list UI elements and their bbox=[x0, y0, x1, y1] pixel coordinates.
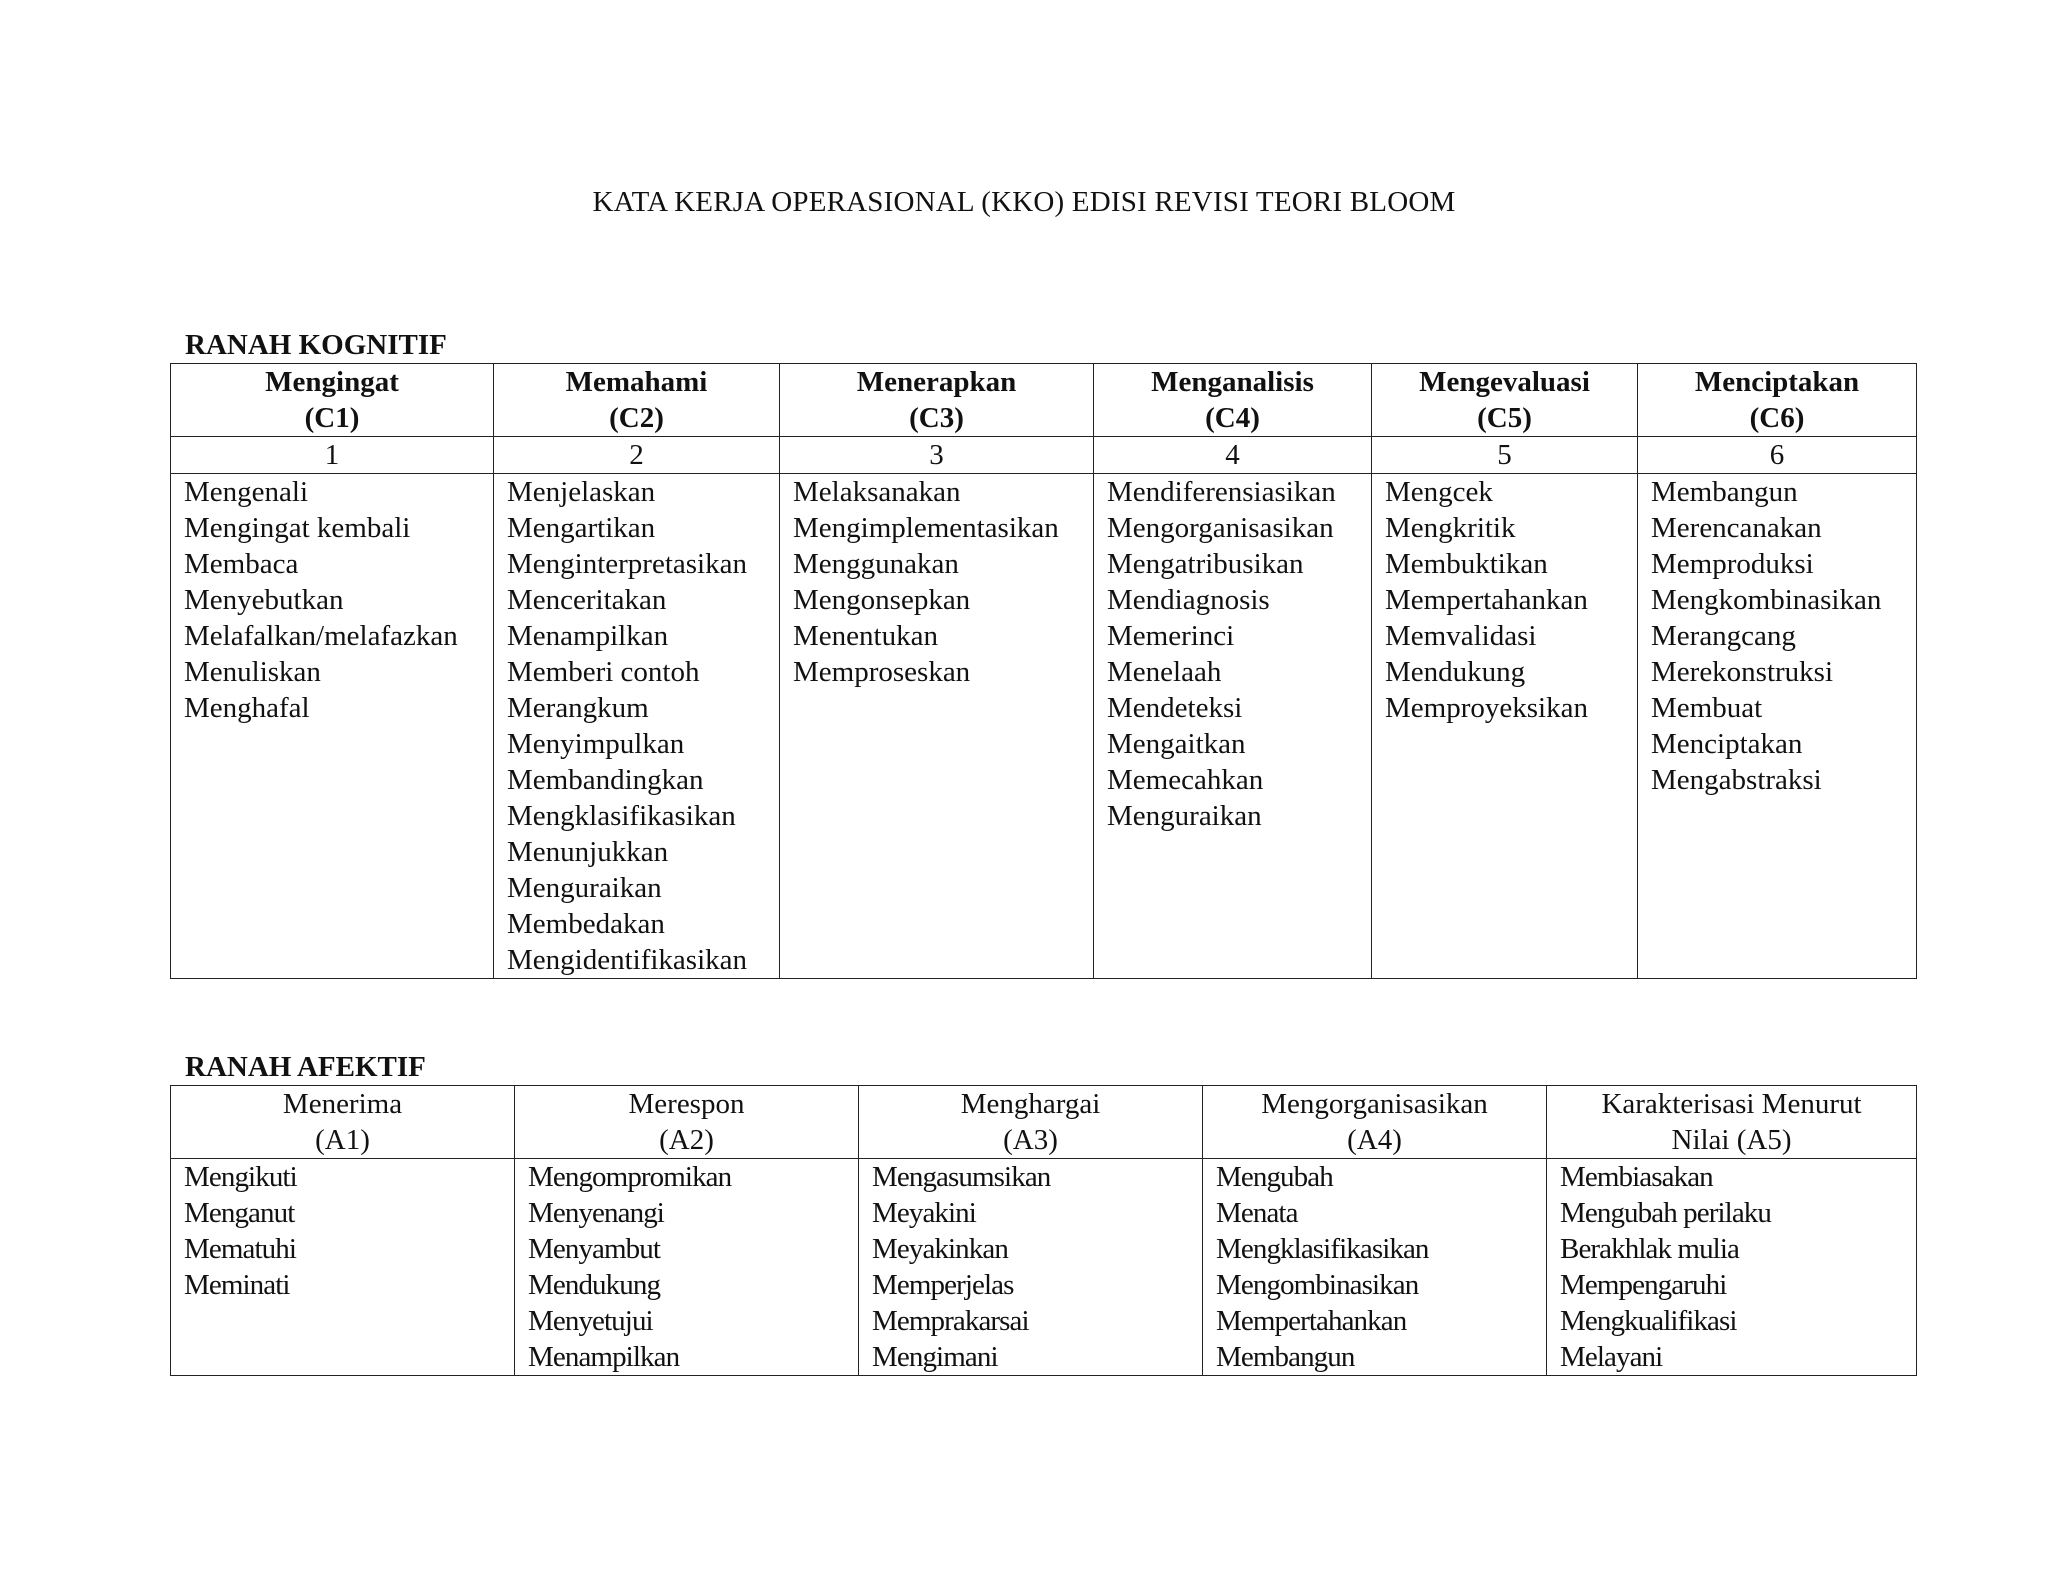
verb-item: Mengidentifikasikan bbox=[507, 944, 748, 976]
verb-item: Memproduksi bbox=[1651, 548, 1814, 580]
verb-item: Melafalkan/melafazkan bbox=[184, 620, 458, 652]
verb-item: Mengimplementasikan bbox=[793, 512, 1059, 544]
verb-list-a2 bbox=[515, 1159, 859, 1376]
verb-item: Memerinci bbox=[1107, 620, 1235, 652]
afektif-header-a1 bbox=[171, 1086, 515, 1159]
level-name: Menciptakan bbox=[1694, 366, 1860, 398]
kognitif-header-row bbox=[171, 364, 1917, 437]
verb-item: Menjelaskan bbox=[507, 476, 656, 508]
verb-list-a3 bbox=[859, 1159, 1203, 1376]
level-name: Merespon bbox=[628, 1088, 745, 1120]
verb-item: Mengubah perilaku bbox=[1560, 1197, 1771, 1229]
column-number: 4 bbox=[1094, 437, 1372, 474]
verb-item: Membangun bbox=[1216, 1341, 1355, 1373]
verb-item: Melaksanakan bbox=[793, 476, 961, 508]
verb-item: Menuliskan bbox=[184, 656, 321, 688]
verb-item: Memvalidasi bbox=[1385, 620, 1537, 652]
column-number: 6 bbox=[1638, 437, 1917, 474]
verb-item: Mengabstraksi bbox=[1651, 764, 1822, 796]
document-title: KATA KERJA OPERASIONAL (KKO) EDISI REVISI TEORI BLOOM bbox=[592, 186, 1456, 218]
verb-item: Mempengaruhi bbox=[1560, 1269, 1727, 1301]
section-title-kognitif: RANAH KOGNITIF bbox=[185, 329, 447, 361]
verb-item: Mengatribusikan bbox=[1107, 548, 1304, 580]
verb-item: Memberi contoh bbox=[507, 656, 700, 688]
verb-item: Mengingat kembali bbox=[184, 512, 411, 544]
verb-item: Mendiferensiasikan bbox=[1107, 476, 1336, 508]
level-name: Menerima bbox=[282, 1088, 403, 1120]
verb-list-c6 bbox=[1638, 474, 1917, 979]
verb-item: Menceritakan bbox=[507, 584, 667, 616]
verb-item: Mengkombinasikan bbox=[1651, 584, 1882, 616]
verb-list-c1 bbox=[171, 474, 494, 979]
verb-item: Menghafal bbox=[184, 692, 310, 724]
level-name: Menghargai bbox=[960, 1088, 1101, 1120]
kognitif-header-c3 bbox=[780, 364, 1094, 437]
verb-item: Meyakini bbox=[872, 1197, 976, 1229]
verb-item: Menguraikan bbox=[1107, 800, 1262, 832]
verb-item: Mengklasifikasikan bbox=[1216, 1233, 1429, 1265]
verb-item: Membangun bbox=[1651, 476, 1798, 508]
level-name: Karakterisasi Menurut bbox=[1601, 1088, 1862, 1120]
verb-item: Menyambut bbox=[528, 1233, 661, 1265]
level-code: (C4) bbox=[1205, 402, 1260, 434]
verb-item: Memproyeksikan bbox=[1385, 692, 1588, 724]
verb-item: Mempertahankan bbox=[1216, 1305, 1407, 1337]
level-code: (C1) bbox=[304, 402, 360, 434]
afektif-header-row bbox=[171, 1086, 1917, 1159]
verb-item: Menata bbox=[1216, 1197, 1298, 1229]
level-name: Memahami bbox=[565, 366, 708, 398]
level-code: (C3) bbox=[909, 402, 964, 434]
verb-list-c2 bbox=[494, 474, 780, 979]
verb-item: Membuat bbox=[1651, 692, 1763, 724]
kognitif-header-c1 bbox=[171, 364, 494, 437]
verb-item: Membandingkan bbox=[507, 764, 704, 796]
afektif-verbs-row bbox=[171, 1159, 1917, 1376]
verb-item: Mengasumsikan bbox=[872, 1161, 1051, 1193]
level-code: (A2) bbox=[659, 1124, 714, 1156]
verb-item: Menggunakan bbox=[793, 548, 959, 580]
verb-item: Mempertahankan bbox=[1385, 584, 1588, 616]
level-name: Menganalisis bbox=[1151, 366, 1314, 398]
level-code: (A4) bbox=[1347, 1124, 1402, 1156]
verb-item: Menyenangi bbox=[528, 1197, 664, 1229]
verb-list-a4 bbox=[1203, 1159, 1547, 1376]
kognitif-header-c2 bbox=[494, 364, 780, 437]
verb-item: Mengikuti bbox=[184, 1161, 297, 1193]
column-number: 5 bbox=[1372, 437, 1638, 474]
section-title-afektif: RANAH AFEKTIF bbox=[185, 1051, 426, 1083]
verb-item: Menunjukkan bbox=[507, 836, 669, 868]
verb-list-a1 bbox=[171, 1159, 515, 1376]
verb-item: Memecahkan bbox=[1107, 764, 1264, 796]
column-number: 1 bbox=[171, 437, 494, 474]
level-code: (C5) bbox=[1477, 402, 1532, 434]
verb-item: Mendukung bbox=[528, 1269, 661, 1301]
verb-item: Mengcek bbox=[1385, 476, 1493, 508]
verb-item: Menampilkan bbox=[528, 1341, 680, 1373]
level-code: (A1) bbox=[315, 1124, 370, 1156]
verb-item: Menyebutkan bbox=[184, 584, 344, 616]
verb-item: Membiasakan bbox=[1560, 1161, 1713, 1193]
afektif-header-a5 bbox=[1547, 1086, 1917, 1159]
verb-item: Mengombinasikan bbox=[1216, 1269, 1419, 1301]
kognitif-table bbox=[170, 363, 1917, 979]
verb-item: Menentukan bbox=[793, 620, 938, 652]
verb-item: Mengenali bbox=[184, 476, 309, 508]
afektif-header-a4 bbox=[1203, 1086, 1547, 1159]
verb-list-c3 bbox=[780, 474, 1094, 979]
verb-item: Merangkum bbox=[507, 692, 649, 724]
level-code: Nilai (A5) bbox=[1671, 1124, 1792, 1156]
verb-item: Menguraikan bbox=[507, 872, 662, 904]
level-name: Mengorganisasikan bbox=[1261, 1088, 1488, 1120]
verb-item: Memperjelas bbox=[872, 1269, 1014, 1301]
level-name: Menerapkan bbox=[856, 366, 1017, 398]
verb-item: Mengkritik bbox=[1385, 512, 1516, 544]
verb-item: Membedakan bbox=[507, 908, 665, 940]
verb-item: Mendukung bbox=[1385, 656, 1526, 688]
level-code: (C2) bbox=[609, 402, 664, 434]
verb-item: Mengkualifikasi bbox=[1560, 1305, 1737, 1337]
level-code: (A3) bbox=[1003, 1124, 1058, 1156]
kognitif-number-row bbox=[171, 437, 1917, 474]
verb-item: Meyakinkan bbox=[872, 1233, 1008, 1265]
verb-item: Menelaah bbox=[1107, 656, 1222, 688]
verb-item: Merencanakan bbox=[1651, 512, 1822, 544]
verb-list-a5 bbox=[1547, 1159, 1917, 1376]
verb-item: Menciptakan bbox=[1651, 728, 1803, 760]
verb-item: Mengubah bbox=[1216, 1161, 1333, 1193]
verb-item: Mengorganisasikan bbox=[1107, 512, 1334, 544]
afektif-header-a3 bbox=[859, 1086, 1203, 1159]
kognitif-verbs-row bbox=[171, 474, 1917, 979]
verb-item: Membaca bbox=[184, 548, 299, 580]
verb-item: Mendeteksi bbox=[1107, 692, 1243, 724]
level-name: Mengingat bbox=[265, 366, 399, 398]
verb-item: Mengimani bbox=[872, 1341, 998, 1373]
kognitif-header-c4 bbox=[1094, 364, 1372, 437]
verb-item: Mengonsepkan bbox=[793, 584, 971, 616]
verb-item: Menyimpulkan bbox=[507, 728, 685, 760]
verb-item: Merangcang bbox=[1651, 620, 1796, 652]
verb-item: Meminati bbox=[184, 1269, 290, 1301]
verb-item: Menampilkan bbox=[507, 620, 669, 652]
verb-item: Berakhlak mulia bbox=[1560, 1233, 1739, 1265]
verb-item: Mengklasifikasikan bbox=[507, 800, 736, 832]
kognitif-header-c6 bbox=[1638, 364, 1917, 437]
column-number: 2 bbox=[494, 437, 780, 474]
verb-item: Mendiagnosis bbox=[1107, 584, 1270, 616]
level-name: Mengevaluasi bbox=[1419, 366, 1590, 398]
level-code: (C6) bbox=[1749, 402, 1805, 434]
verb-list-c4 bbox=[1094, 474, 1372, 979]
verb-item: Membuktikan bbox=[1385, 548, 1548, 580]
verb-item: Mengaitkan bbox=[1107, 728, 1246, 760]
verb-list-c5 bbox=[1372, 474, 1638, 979]
verb-item: Menyetujui bbox=[528, 1305, 653, 1337]
verb-item: Memproseskan bbox=[793, 656, 971, 688]
verb-item: Mematuhi bbox=[184, 1233, 297, 1265]
verb-item: Memprakarsai bbox=[872, 1305, 1029, 1337]
verb-item: Merekonstruksi bbox=[1651, 656, 1834, 688]
afektif-table bbox=[170, 1085, 1917, 1376]
verb-item: Mengompromikan bbox=[528, 1161, 732, 1193]
verb-item: Menganut bbox=[184, 1197, 295, 1229]
column-number: 3 bbox=[780, 437, 1094, 474]
verb-item: Menginterpretasikan bbox=[507, 548, 747, 580]
kognitif-header-c5 bbox=[1372, 364, 1638, 437]
verb-item: Melayani bbox=[1560, 1341, 1663, 1373]
verb-item: Mengartikan bbox=[507, 512, 656, 544]
afektif-header-a2 bbox=[515, 1086, 859, 1159]
